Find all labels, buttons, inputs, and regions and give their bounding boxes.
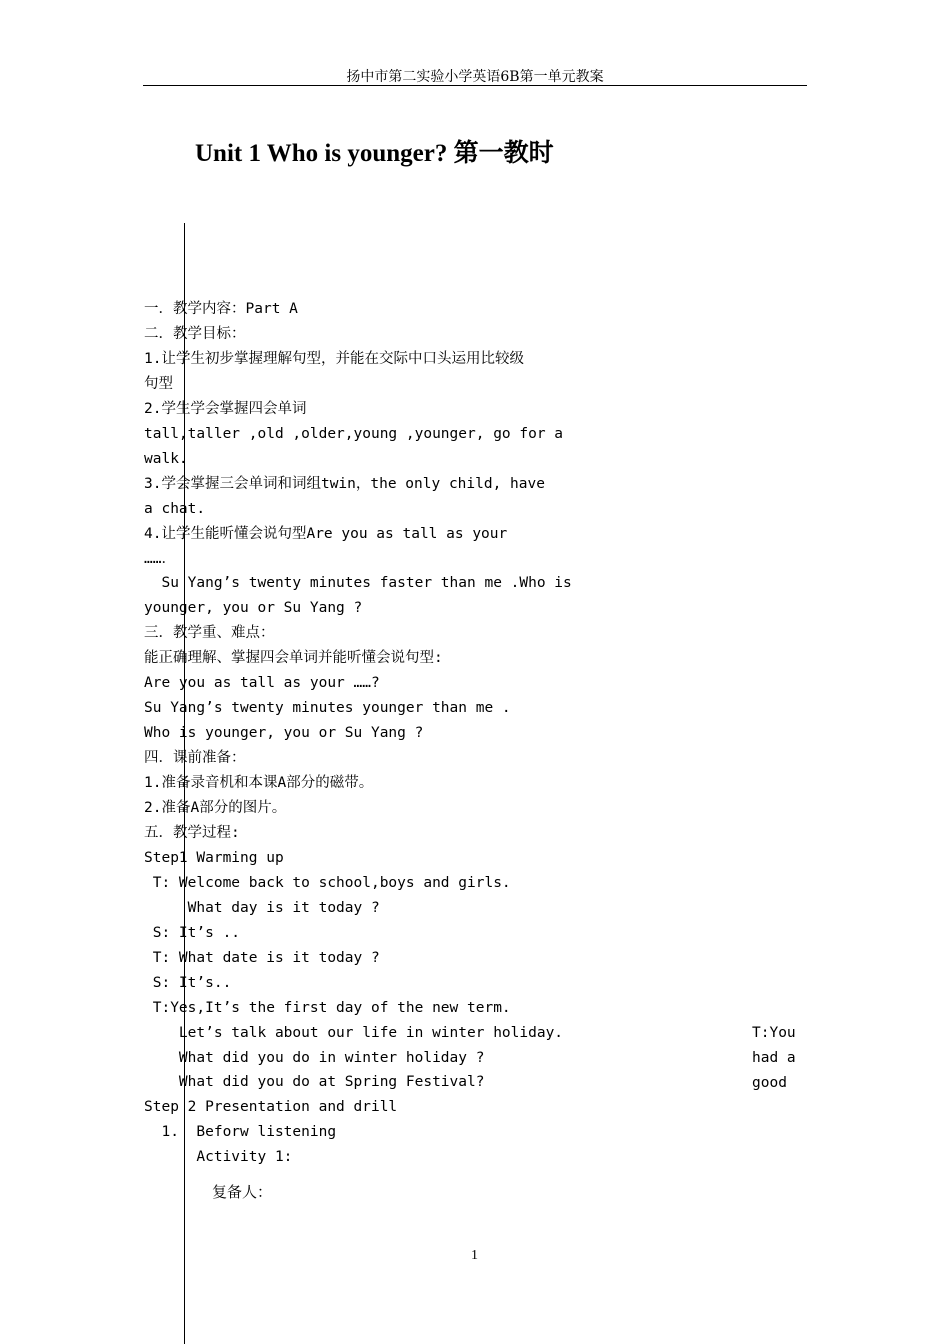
body-line: 3.学会掌握三会单词和词组twin，the only child, have (144, 475, 545, 492)
body-line: What did you do in winter holiday ? (144, 1049, 485, 1066)
body-line: Let’s talk about our life in winter holiday. (144, 1024, 564, 1041)
page-header: 扬中市第二实验小学英语6B第一单元教案 (346, 69, 604, 85)
body-line: T:Yes,It’s the first day of the new term. (144, 999, 511, 1016)
reviewer-label: 复备人： (212, 1183, 273, 1201)
body-line: a chat. (144, 500, 206, 517)
body-line: Step 2 Presentation and drill (144, 1099, 398, 1116)
body-line: 一．教学内容：Part A (144, 301, 298, 317)
body-line: T: Welcome back to school,boys and girls. (144, 874, 511, 891)
body-line: Who is younger, you or Su Yang ? (144, 725, 424, 742)
body-line: 1.准备录音机和本课A部分的磁带。 (144, 775, 374, 792)
body-line: S: It’s.. (144, 974, 232, 991)
body-line: 1.让学生初步掌握理解句型，并能在交际中口头运用比较级 (144, 350, 524, 367)
body-line: 句型 (144, 375, 173, 392)
body-line: 1. Beforw listening (144, 1124, 337, 1141)
body-line: 三．教学重、难点： (144, 625, 275, 642)
header-rule (143, 85, 807, 86)
document-title: Unit 1 Who is younger? 第一教时 (195, 140, 554, 167)
body-line: Activity 1: (144, 1149, 293, 1166)
body-line: Su Yang’s twenty minutes faster than me .Who is (144, 575, 572, 592)
body-line: What day is it today ? (144, 899, 380, 916)
body-line: Step1 Warming up (144, 849, 284, 866)
side-note-line: good (752, 1075, 787, 1091)
body-line: walk. (144, 450, 188, 467)
body-line: 二．教学目标： (144, 325, 246, 342)
body-line: tall,taller ,old ,older,young ,younger, go for a (144, 425, 564, 442)
side-note-line: T:You (752, 1025, 796, 1041)
side-note-line: had a (752, 1050, 796, 1066)
body-line: 五．教学过程: (144, 824, 240, 841)
body-line: younger, you or Su Yang ? (144, 600, 363, 617)
page-number: 1 (471, 1248, 478, 1263)
body-line: 2.学生学会掌握四会单词 (144, 400, 307, 417)
body-line: What did you do at Spring Festival? (144, 1074, 485, 1091)
body-line: S: It’s .. (144, 924, 241, 941)
body-line: Are you as tall as your ……? (144, 675, 380, 692)
body-line: ……． (144, 550, 176, 567)
body-line: Su Yang’s twenty minutes younger than me . (144, 700, 511, 717)
body-line: 2.准备A部分的图片。 (144, 800, 287, 816)
body-line: T: What date is it today ? (144, 949, 380, 966)
body-line: 四．课前准备： (144, 750, 246, 767)
body-line: 4.让学生能听懂会说句型Are you as tall as your (144, 525, 508, 542)
body-line: 能正确理解、掌握四会单词并能听懂会说句型: (144, 650, 443, 667)
